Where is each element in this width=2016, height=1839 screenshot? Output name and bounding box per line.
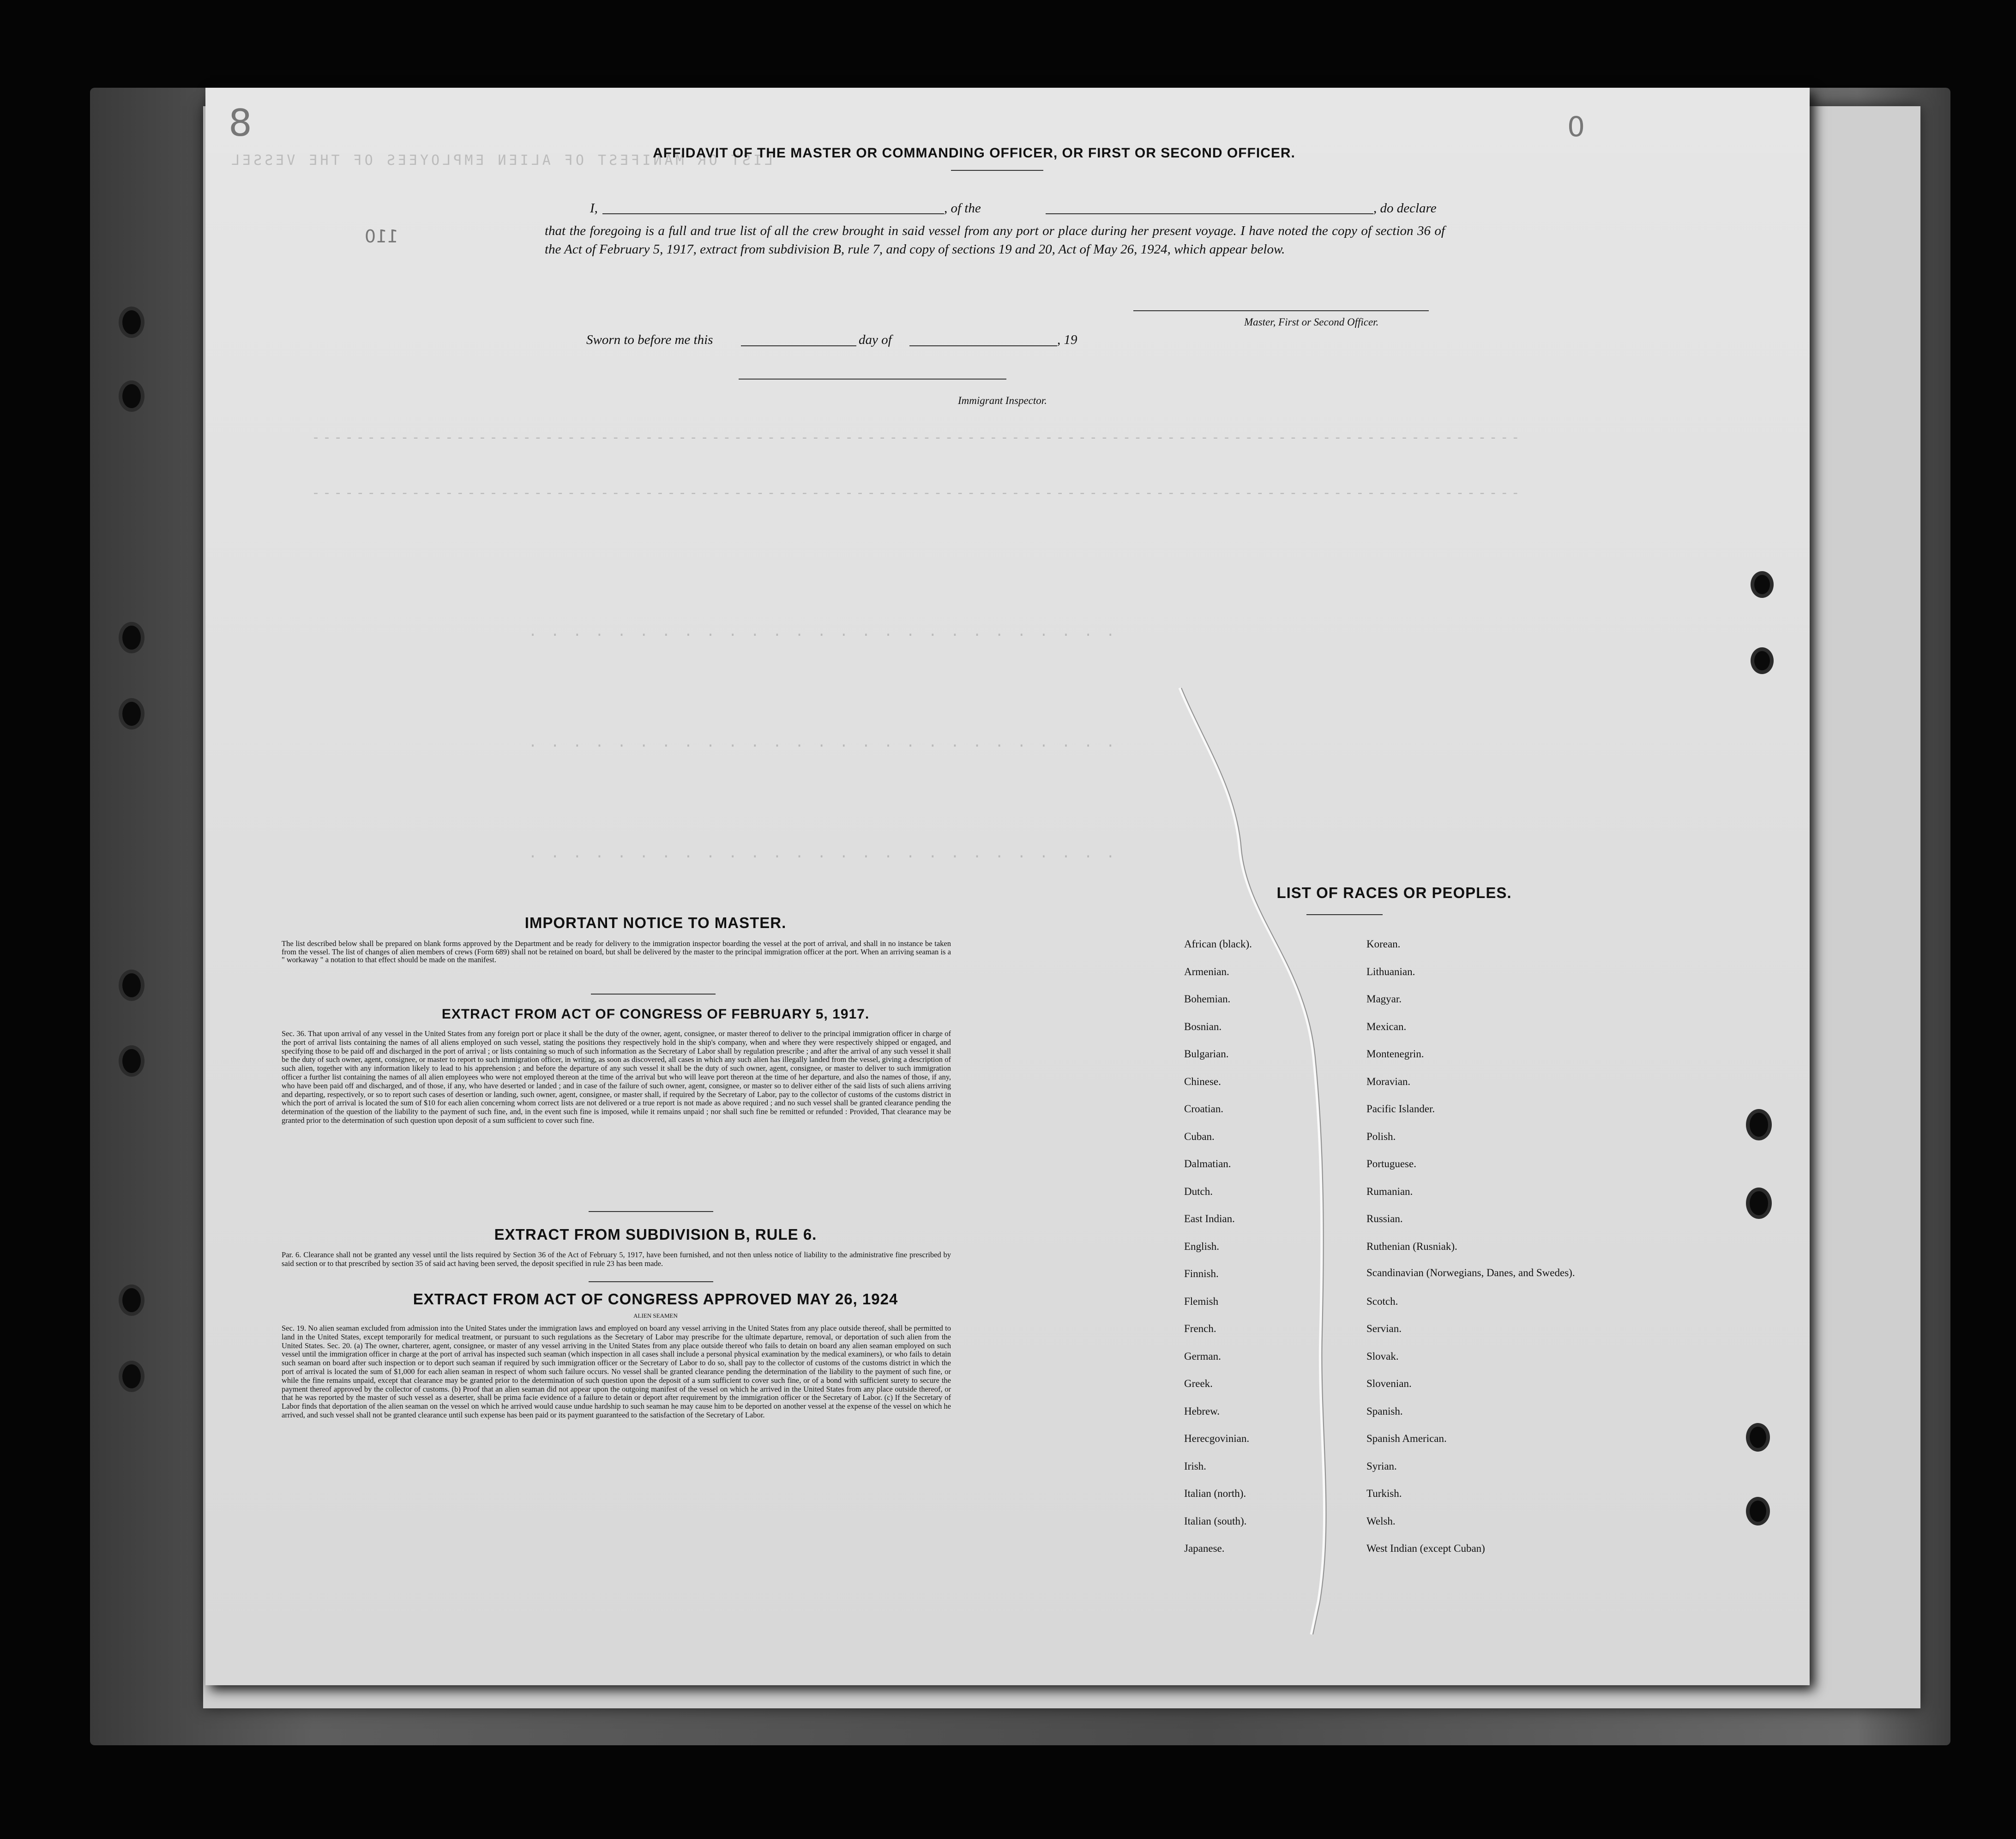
race-item: Scandinavian (Norwegians, Danes, and Swedes). <box>1366 1267 1575 1278</box>
race-item: Bosnian. <box>1184 1020 1222 1032</box>
corner-mark: 0 <box>1567 111 1585 143</box>
race-item: English. <box>1184 1240 1220 1252</box>
subdivision-body: Par. 6. Clearance shall not be granted any vessel until the lists required by Section 36 of the Act of February 5, 1917, have been furnished, and not then unless notice of liability to the administrative fine prescribed by said section or to that prescribed by section 35 of said act having been served, the deposit specified in rule 23 has been made. <box>282 1250 951 1268</box>
affidavit-declare: , do declare <box>1373 201 1437 216</box>
extract-1924-body: Sec. 19. No alien seaman excluded from admission into the United States under the immigration laws and employed on board any vessel arriving in the United States from any place outside thereof, shall be permitted to land in the United States, except temporarily for medical treatment, or pursuant to such regulations as the Secretary of Labor may prescribe for the ultimate departure, removal, or deportation of such alien from the United States. Sec. 20. (a) The owner, charterer, agent, consignee, or master of any vessel arriving in the United States from any place outside thereof who fails to detain on board any alien seaman employed on such vessel until the immigration officer in charge at the port of arrival has inspected such seaman (which inspection in all cases shall include a personal physical examination by the medical examiners), or who fails to detain such seaman on board after such inspection or to deport such seaman if required by such immigration officer or the Secretary of Labor to do so, shall pay to the collector of customs of the customs district in which the port of arrival is located the sum of $1,000 for each alien seaman in respect of whom such failure occurs. No vessel shall be granted clearance pending the determination of the liability to the payment of such fine, or while the fine remains unpaid, except that clearance may be granted prior to the determination of such question upon the deposit of a sum sufficient to cover such fine, or of a bond with sufficient surety to secure the payment thereof approved by the collector of customs. (b) Proof that an alien seaman did not appear upon the outgoing manifest of the vessel on which he arrived in the United States from any place outside thereof, or that he was reported by the master of such vessel as a deserter, shall be prima facie evidence of a failure to detain or deport after requirement by the immigration officer or the Secretary of Labor. (c) If the Secretary of Labor finds that deportation of the alien seaman on the vessel on which he arrived would cause undue hardship to such seaman he may cause him to be deported on another vessel at the expense of the vessel on which he arrived, and such vessel shall not be granted clearance until such expense has been paid or its payment guaranteed to the satisfaction of the Secretary of Labor. <box>282 1324 951 1419</box>
day-of-text: day of <box>859 332 892 347</box>
extract-1924-title: EXTRACT FROM ACT OF CONGRESS APPROVED MAY 26, 1924 <box>413 1290 898 1308</box>
bleed-through-text: . . . . . . . . . . . . . . . . . . . . . . . . . . . <box>529 845 1118 861</box>
race-item: Chinese. <box>1184 1075 1221 1087</box>
race-item: Lithuanian. <box>1366 965 1415 977</box>
bleed-through-text: ------------------------------------------------------------------------------------------------------------- <box>312 485 1523 501</box>
punch-hole <box>122 384 141 408</box>
affidavit-of-the: , of the <box>944 201 981 216</box>
punch-hole <box>122 973 141 997</box>
race-item: Montenegrin. <box>1366 1048 1424 1060</box>
race-item: Moravian. <box>1366 1075 1411 1087</box>
race-item: German. <box>1184 1350 1221 1362</box>
race-item: Scotch. <box>1366 1295 1398 1307</box>
inspector-caption: Immigrant Inspector. <box>958 395 1047 406</box>
race-item: Herecgovinian. <box>1184 1433 1250 1444</box>
race-item: Dutch. <box>1184 1185 1213 1197</box>
race-item: Rumanian. <box>1366 1185 1413 1197</box>
race-item: Turkish. <box>1366 1488 1402 1499</box>
race-item: Italian (south). <box>1184 1515 1247 1527</box>
race-item: Hebrew. <box>1184 1405 1220 1417</box>
race-item: Portuguese. <box>1366 1158 1416 1170</box>
race-item: Spanish American. <box>1366 1433 1447 1444</box>
affidavit-title: AFFIDAVIT OF THE MASTER OR COMMANDING OFFICER, OR FIRST OR SECOND OFFICER. <box>653 145 1295 161</box>
punch-hole <box>122 1049 141 1073</box>
race-item: Bulgarian. <box>1184 1048 1229 1060</box>
punch-hole <box>1750 1427 1766 1448</box>
race-item: Welsh. <box>1366 1515 1396 1527</box>
race-item: Ruthenian (Rusniak). <box>1366 1240 1457 1252</box>
affidavit-i: I, <box>590 201 598 216</box>
race-item: Slovenian. <box>1366 1378 1412 1389</box>
notice-title: IMPORTANT NOTICE TO MASTER. <box>524 914 787 931</box>
punch-hole <box>122 1364 141 1388</box>
race-item: Japanese. <box>1184 1543 1225 1554</box>
affidavit-body: that the foregoing is a full and true list of all the crew brought in said vessel from any port or place during her present voyage. I have noted the copy of section 36 of the Act of February 5, 1917, extract from subdivision B, rule 7, and copy of sections 19 and 20, Act of May 26, 1924, which appear below. <box>545 223 1445 257</box>
punch-hole <box>122 626 141 650</box>
race-item: Flemish <box>1184 1295 1219 1307</box>
signature-caption: Master, First or Second Officer. <box>1244 316 1379 328</box>
corner-mark: 8 <box>229 102 252 145</box>
sworn-text: Sworn to before me this <box>586 332 713 347</box>
paper-crack <box>205 88 1810 1685</box>
race-item: Magyar. <box>1366 993 1402 1005</box>
punch-hole <box>1754 575 1770 594</box>
race-item: Greek. <box>1184 1378 1213 1389</box>
race-item: Bohemian. <box>1184 993 1231 1005</box>
bleed-through-text: LIST OR MANIFEST OF ALIEN EMPLOYEES OF THE VESSEL <box>229 152 773 169</box>
race-item: Armenian. <box>1184 965 1229 977</box>
punch-hole <box>1750 1191 1768 1215</box>
race-item: Croatian. <box>1184 1103 1223 1115</box>
extract-1917-body: Sec. 36. That upon arrival of any vessel in the United States from any foreign port or place it shall be the duty of the owner, agent, consignee, or master thereof to deliver to the principal immigration officer in charge of the port of arrival lists containing the names of all aliens employed on such vessel, stating the positions they respectively hold in the ship's company, when and where they were respectively shipped or engaged, and specifying those to be paid off and discharged in the port of arrival ; or lists containing so much of such information as the Secretary of Labor shall by regulation prescribe ; and after the arrival of any such vessel it shall be the duty of such owner, agent, consignee, or master to report to such immigration officer, in writing, as soon as discovered, all cases in which any such alien has illegally landed from the vessel, giving a description of such alien, together with any information likely to lead to his apprehension ; and before the departure of any such vessel it shall be the duty of such owner, agent, consignee, or master to deliver to such immigration officer a further list containing the names of all alien employees who were not employed thereon at the time of the arrival but who will leave port thereon at the time of her departure, and also the names of those, if any, who have been paid off and discharged, and of those, if any, who have deserted or landed ; and in case of the failure of such owner, agent, consignee, or master so to deliver either of the said lists of such aliens arriving and departing, respectively, or so to report such cases of desertion or landing, such owner, agent, consignee, or master shall, if required by the Secretary of Labor, pay to the collector of customs of the customs district in which the port of arrival is located the sum of $10 for each alien concerning whom correct lists are not delivered or a true report is not made as above required ; and no such vessel shall be granted clearance pending the determination of the question of the liability to the payment of such fine, and, in the event such fine is imposed, while it remains unpaid ; nor shall such fine be remitted or refunded : Provided, That clearance may be granted prior to the determination of such question upon deposit of a sum sufficient to cover such fine. <box>282 1029 951 1125</box>
race-item: Mexican. <box>1366 1020 1407 1032</box>
punch-hole <box>1750 1113 1768 1137</box>
race-item: Polish. <box>1366 1130 1396 1142</box>
punch-hole <box>122 702 141 726</box>
manifest-page <box>205 88 1810 1685</box>
punch-hole <box>122 310 141 334</box>
corner-mark-small: 110 <box>365 226 398 247</box>
race-item: Russian. <box>1366 1213 1403 1224</box>
race-item: Korean. <box>1366 938 1401 950</box>
subdivision-title: EXTRACT FROM SUBDIVISION B, RULE 6. <box>494 1226 817 1243</box>
race-item: Italian (north). <box>1184 1488 1246 1499</box>
bleed-through-text: . . . . . . . . . . . . . . . . . . . . . . . . . . . <box>529 623 1118 639</box>
bleed-through-text: . . . . . . . . . . . . . . . . . . . . . . . . . . . <box>529 734 1118 750</box>
race-item: Dalmatian. <box>1184 1158 1231 1170</box>
race-item: French. <box>1184 1323 1216 1334</box>
race-item: Syrian. <box>1366 1460 1397 1472</box>
races-title: LIST OF RACES OR PEOPLES. <box>1276 884 1512 901</box>
race-item: Cuban. <box>1184 1130 1215 1142</box>
race-item: Servian. <box>1366 1323 1402 1334</box>
race-item: Irish. <box>1184 1460 1206 1472</box>
extract-1917-title: EXTRACT FROM ACT OF CONGRESS OF FEBRUARY 5, 1917. <box>441 1007 870 1022</box>
race-item: East Indian. <box>1184 1213 1235 1224</box>
punch-hole <box>1754 651 1770 670</box>
race-item: Finnish. <box>1184 1268 1219 1279</box>
punch-hole <box>1750 1501 1766 1522</box>
race-item: African (black). <box>1184 938 1252 950</box>
race-item: Spanish. <box>1366 1405 1403 1417</box>
race-item: Slovak. <box>1366 1350 1399 1362</box>
year-text: , 19 <box>1057 332 1077 347</box>
race-item: Pacific Islander. <box>1366 1103 1435 1115</box>
bleed-through-text: ------------------------------------------------------------------------------------------------------------- <box>312 429 1523 446</box>
alien-seamen-subtitle: ALIEN SEAMEN <box>633 1312 678 1319</box>
punch-hole <box>122 1288 141 1312</box>
notice-body: The list described below shall be prepared on blank forms approved by the Department and be ready for delivery to the immigration inspector boarding the vessel at the port of arrival, and shall in no instance be taken from the vessel. The list of changes of alien members of crews (Form 689) shall not be retained on board, but shall be delivered by the master to the principal immigration officer at the port. When an arriving seaman is a " workaway " a notation to that effect should be made on the manifest. <box>282 939 951 964</box>
race-item: West Indian (except Cuban) <box>1366 1543 1485 1554</box>
